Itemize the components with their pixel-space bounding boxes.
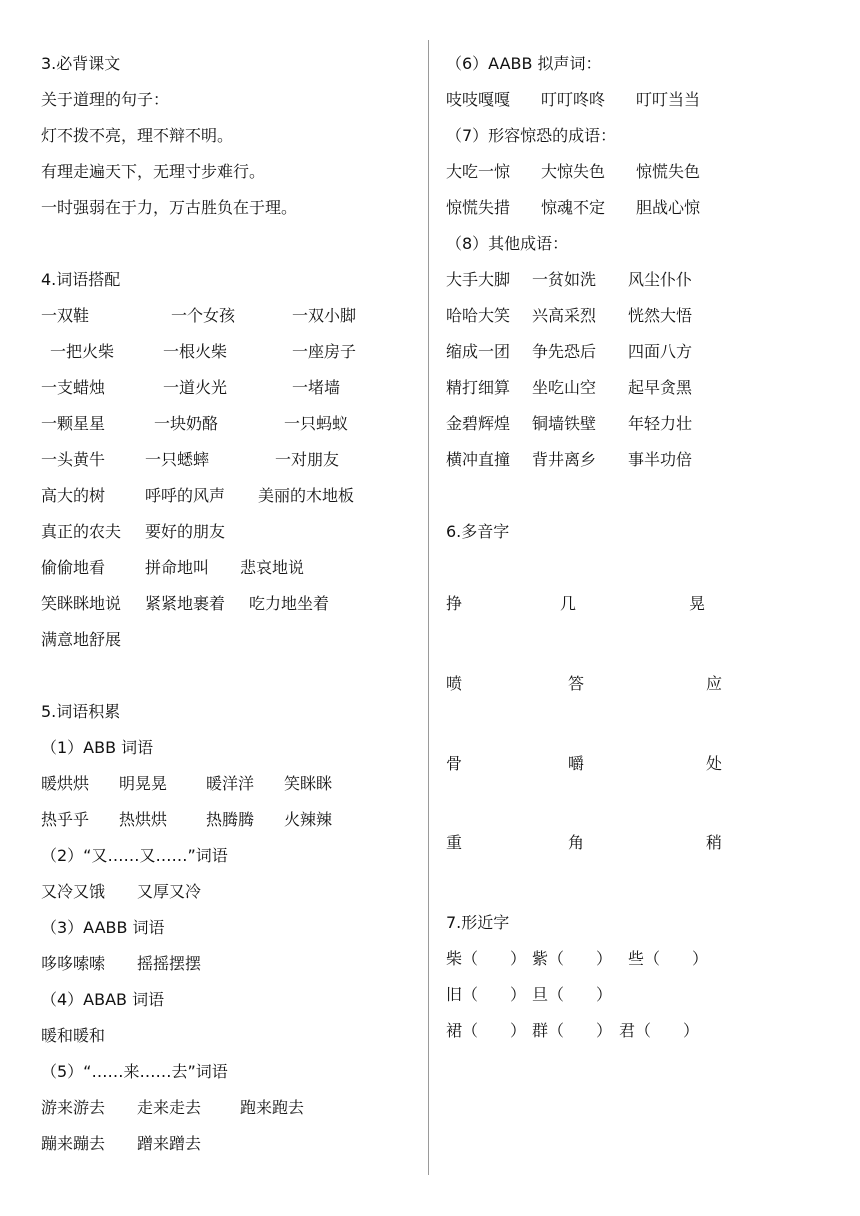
idiom-item: 年轻力壮 bbox=[628, 414, 693, 433]
idiom-item: 争先恐后 bbox=[532, 342, 597, 361]
collocation-item: 笑眯眯地说 bbox=[41, 594, 122, 613]
word-item: 惊慌失措 bbox=[446, 198, 511, 217]
collocation-item: 一把火柴 bbox=[50, 342, 115, 361]
word-item: 热烘烘 bbox=[119, 810, 168, 829]
collocation-item: 一只蚂蚁 bbox=[284, 414, 349, 433]
text-line: 有理走遍天下，无理寸步难行。 bbox=[41, 162, 266, 181]
idiom-item: 恍然大悟 bbox=[628, 306, 693, 325]
word-item: 大吃一惊 bbox=[446, 162, 511, 181]
collocation-item: 一个女孩 bbox=[171, 306, 236, 325]
collocation-item: 一支蜡烛 bbox=[41, 378, 106, 397]
section-7-heading: 7.形近字 bbox=[446, 913, 510, 932]
word-item: 惊魂不定 bbox=[541, 198, 606, 217]
word-item: 火辣辣 bbox=[284, 810, 333, 829]
polyphone-char: 处 bbox=[706, 754, 723, 773]
word-item: 又冷又饿 bbox=[41, 882, 106, 901]
word-item: 跑来跑去 bbox=[240, 1098, 305, 1117]
word-item: 叮叮当当 bbox=[636, 90, 701, 109]
collocation-item: 紧紧地裹着 bbox=[145, 594, 226, 613]
subsection-heading: （8）其他成语： bbox=[446, 234, 569, 253]
column-divider bbox=[428, 40, 429, 1175]
section-5-heading: 5.词语积累 bbox=[41, 702, 121, 721]
idiom-item: 金碧辉煌 bbox=[446, 414, 511, 433]
idiom-item: 哈哈大笑 bbox=[446, 306, 511, 325]
collocation-item: 满意地舒展 bbox=[41, 630, 122, 649]
collocation-item: 偷偷地看 bbox=[41, 558, 106, 577]
polyphone-char: 嚼 bbox=[568, 754, 585, 773]
idiom-item: 四面八方 bbox=[628, 342, 693, 361]
section-3-heading: 3.必背课文 bbox=[41, 54, 121, 73]
collocation-item: 一堵墙 bbox=[292, 378, 341, 397]
text-line: 一时强弱在于力，万古胜负在于理。 bbox=[41, 198, 298, 217]
word-item: 暖洋洋 bbox=[206, 774, 255, 793]
collocation-item: 一座房子 bbox=[292, 342, 357, 361]
text-line: 关于道理的句子： bbox=[41, 90, 170, 109]
idiom-item: 事半功倍 bbox=[628, 450, 693, 469]
collocation-item: 一只蟋蟀 bbox=[145, 450, 210, 469]
word-item: 哆哆嗦嗦 bbox=[41, 954, 106, 973]
word-item: 蹭来蹭去 bbox=[137, 1134, 202, 1153]
similar-char-blank: 旧（ ） bbox=[446, 985, 527, 1004]
collocation-item: 一头黄牛 bbox=[41, 450, 106, 469]
subsection-heading: （3）AABB 词语 bbox=[41, 918, 165, 937]
similar-char-blank: 裙（ ） bbox=[446, 1021, 527, 1040]
similar-char-blank: 群（ ） bbox=[532, 1021, 613, 1040]
word-item: 吱吱嘎嘎 bbox=[446, 90, 511, 109]
collocation-item: 高大的树 bbox=[41, 486, 106, 505]
idiom-item: 坐吃山空 bbox=[532, 378, 597, 397]
word-item: 暖烘烘 bbox=[41, 774, 90, 793]
subsection-heading: （1）ABB 词语 bbox=[41, 738, 154, 757]
collocation-item: 呼呼的风声 bbox=[145, 486, 226, 505]
word-item: 摇摇摆摆 bbox=[137, 954, 202, 973]
word-item: 叮叮咚咚 bbox=[541, 90, 606, 109]
word-item: 走来走去 bbox=[137, 1098, 202, 1117]
collocation-item: 真正的农夫 bbox=[41, 522, 122, 541]
collocation-item: 美丽的木地板 bbox=[258, 486, 355, 505]
collocation-item: 拼命地叫 bbox=[145, 558, 210, 577]
similar-char-blank: 君（ ） bbox=[619, 1021, 700, 1040]
subsection-heading: （7）形容惊恐的成语： bbox=[446, 126, 617, 145]
collocation-item: 吃力地坐着 bbox=[249, 594, 330, 613]
section-6-heading: 6.多音字 bbox=[446, 522, 510, 541]
polyphone-char: 答 bbox=[568, 674, 585, 693]
similar-char-blank: 柴（ ） bbox=[446, 949, 527, 968]
word-item: 笑眯眯 bbox=[284, 774, 333, 793]
similar-char-blank: 紫（ ） bbox=[532, 949, 613, 968]
word-item: 热乎乎 bbox=[41, 810, 90, 829]
idiom-item: 横冲直撞 bbox=[446, 450, 511, 469]
collocation-item: 一根火柴 bbox=[163, 342, 228, 361]
section-4-heading: 4.词语搭配 bbox=[41, 270, 121, 289]
polyphone-char: 挣 bbox=[446, 594, 463, 613]
polyphone-char: 喷 bbox=[446, 674, 463, 693]
word-item: 暖和暖和 bbox=[41, 1026, 106, 1045]
polyphone-char: 晃 bbox=[689, 594, 706, 613]
polyphone-char: 几 bbox=[560, 594, 577, 613]
word-item: 又厚又冷 bbox=[137, 882, 202, 901]
collocation-item: 要好的朋友 bbox=[145, 522, 226, 541]
idiom-item: 风尘仆仆 bbox=[628, 270, 693, 289]
polyphone-char: 应 bbox=[706, 674, 723, 693]
idiom-item: 兴高采烈 bbox=[532, 306, 597, 325]
polyphone-char: 稍 bbox=[706, 833, 723, 852]
idiom-item: 大手大脚 bbox=[446, 270, 511, 289]
word-item: 惊慌失色 bbox=[636, 162, 701, 181]
subsection-heading: （4）ABAB 词语 bbox=[41, 990, 165, 1009]
subsection-heading: （5）“……来……去”词语 bbox=[41, 1062, 228, 1081]
collocation-item: 一颗星星 bbox=[41, 414, 106, 433]
text-line: 灯不拨不亮，理不辩不明。 bbox=[41, 126, 234, 145]
similar-char-blank: 旦（ ） bbox=[532, 985, 613, 1004]
collocation-item: 一双鞋 bbox=[41, 306, 90, 325]
word-item: 热腾腾 bbox=[206, 810, 255, 829]
collocation-item: 一道火光 bbox=[163, 378, 228, 397]
idiom-item: 精打细算 bbox=[446, 378, 511, 397]
word-item: 蹦来蹦去 bbox=[41, 1134, 106, 1153]
idiom-item: 铜墙铁壁 bbox=[532, 414, 597, 433]
collocation-item: 一块奶酪 bbox=[154, 414, 219, 433]
polyphone-char: 骨 bbox=[446, 754, 463, 773]
collocation-item: 一对朋友 bbox=[275, 450, 340, 469]
collocation-item: 悲哀地说 bbox=[240, 558, 305, 577]
idiom-item: 一贫如洗 bbox=[532, 270, 597, 289]
similar-char-blank: 些（ ） bbox=[628, 949, 709, 968]
word-item: 明晃晃 bbox=[119, 774, 168, 793]
polyphone-char: 角 bbox=[568, 833, 585, 852]
word-item: 游来游去 bbox=[41, 1098, 106, 1117]
idiom-item: 起早贪黑 bbox=[628, 378, 693, 397]
word-item: 大惊失色 bbox=[541, 162, 606, 181]
subsection-heading: （2）“又……又……”词语 bbox=[41, 846, 228, 865]
collocation-item: 一双小脚 bbox=[292, 306, 357, 325]
polyphone-char: 重 bbox=[446, 833, 463, 852]
word-item: 胆战心惊 bbox=[636, 198, 701, 217]
idiom-item: 缩成一团 bbox=[446, 342, 511, 361]
subsection-heading: （6）AABB 拟声词： bbox=[446, 54, 602, 73]
idiom-item: 背井离乡 bbox=[532, 450, 597, 469]
